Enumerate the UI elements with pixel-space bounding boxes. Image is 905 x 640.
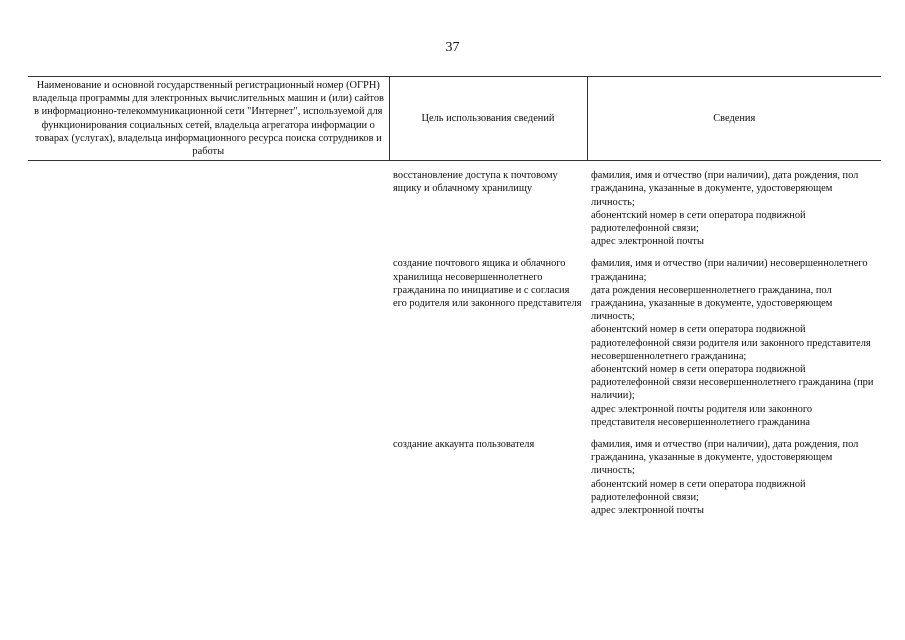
info-line: адрес электронной почты родителя или законного представителя несовершеннолетнего гражданина <box>591 403 813 428</box>
table-row <box>28 248 881 429</box>
info-line: фамилия, имя и отчество (при наличии) несовершеннолетнего гражданина; <box>591 258 868 283</box>
info-line: абонентский номер в сети оператора подвижной радиотелефонной связи родителя или законного представителя несовершеннолетнего гражданина; <box>591 324 871 362</box>
cell-purpose <box>389 429 587 517</box>
purpose-text: создание аккаунта пользователя <box>393 439 535 451</box>
header-owner: Наименование и основной государственный регистрационный номер (ОГРН) владельца программы для электронных вычислительных машин и (или) сайтов в информационно-телекоммуникационной сети "Интернет", используемой для функционирования социальных сетей, владельца агрегатора информации о товарах (услугах), владельца информационного ресурса поиска сотрудников и работы <box>28 77 389 161</box>
info-line: абонентский номер в сети оператора подвижной радиотелефонной связи несовершеннолетнего гражданина (при наличии); <box>591 364 874 402</box>
cell-owner <box>28 161 389 249</box>
cell-purpose <box>389 161 587 249</box>
info-list <box>591 438 877 517</box>
info-line: абонентский номер в сети оператора подвижной радиотелефонной связи; <box>591 209 806 235</box>
purpose-text: создание почтового ящика и облачного хранилища несовершеннолетнего гражданина по инициативе и с согласия его родителя или законного представителя <box>393 258 582 310</box>
header-purpose: Цель использования сведений <box>389 77 587 161</box>
cell-info <box>587 429 881 517</box>
cell-info <box>587 161 881 249</box>
info-list <box>591 169 877 248</box>
info-list <box>591 257 877 429</box>
info-line: дата рождения несовершеннолетнего гражданина, пол гражданина, указанные в документе, удостоверяющем личность; <box>591 284 833 323</box>
info-line: фамилия, имя и отчество (при наличии), дата рождения, пол гражданина, указанные в документе, удостоверяющем личность; <box>591 170 859 208</box>
cell-owner <box>28 248 389 429</box>
info-line: абонентский номер в сети оператора подвижной радиотелефонной связи; <box>591 478 806 503</box>
cell-purpose <box>389 248 587 429</box>
table-header-row <box>28 77 881 161</box>
info-line: адрес электронной почты <box>591 505 704 517</box>
header-info: Сведения <box>587 77 881 161</box>
page-number: 37 <box>445 40 460 55</box>
info-line: адрес электронной почты <box>591 236 704 248</box>
cell-info <box>587 248 881 429</box>
cell-owner <box>28 429 389 517</box>
info-line: фамилия, имя и отчество (при наличии), дата рождения, пол гражданина, указанные в документе, удостоверяющем личность; <box>591 439 859 477</box>
table-row <box>28 429 881 517</box>
data-table <box>28 76 881 517</box>
purpose-text: восстановление доступа к почтовому ящику и облачному хранилищу <box>393 170 558 195</box>
table-row <box>28 161 881 249</box>
